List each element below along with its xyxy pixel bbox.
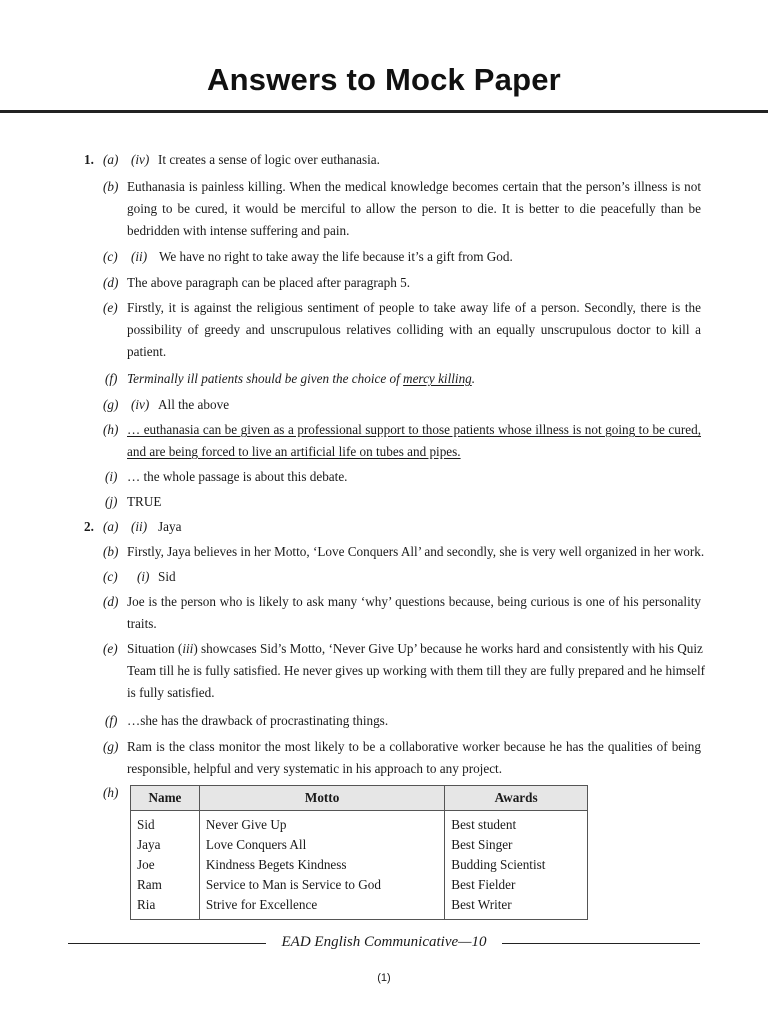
q1-h-label: (h) bbox=[103, 422, 119, 437]
cell-motto: Love Conquers All bbox=[199, 835, 444, 855]
column-header-awards: Awards bbox=[445, 786, 588, 811]
q2-f-label: (f) bbox=[105, 713, 118, 728]
q2-c-answer: Sid bbox=[158, 569, 176, 584]
title-divider bbox=[0, 110, 768, 113]
q1-c-label: (c) bbox=[103, 249, 118, 264]
q1-j-label: (j) bbox=[105, 494, 118, 509]
q2-c-label: (c) bbox=[103, 569, 118, 584]
q2-c-roman: (i) bbox=[137, 569, 150, 584]
table-row bbox=[131, 875, 588, 895]
q1-g-roman: (iv) bbox=[131, 397, 150, 412]
cell-name: Ria bbox=[131, 895, 200, 920]
cell-name: Sid bbox=[131, 811, 200, 836]
q2-g-line-2: responsible, helpful and very systematic in his approach to any project. bbox=[127, 761, 503, 776]
q1-b-label: (b) bbox=[103, 179, 119, 194]
cell-motto: Strive for Excellence bbox=[199, 895, 444, 920]
q1-a-label: (a) bbox=[103, 152, 119, 167]
q2-h-label: (h) bbox=[103, 785, 119, 800]
cell-name: Ram bbox=[131, 875, 200, 895]
q2-d-label: (d) bbox=[103, 594, 119, 609]
q2-e-line-3: is fully satisfied. bbox=[127, 685, 215, 700]
question-2-number: 2. bbox=[84, 519, 94, 534]
cell-award: Budding Scientist bbox=[445, 855, 588, 875]
q2-e-line-1-rest: ) showcases Sid’s Motto, ‘Never Give Up’ because he works hard and consistently with his Quiz bbox=[193, 641, 703, 656]
q1-c-roman: (ii) bbox=[131, 249, 148, 264]
q1-h-line-2: and are being forced to live an artificial life on tubes and pipes. bbox=[127, 444, 461, 459]
cell-award: Best student bbox=[445, 811, 588, 836]
cell-award: Best Fielder bbox=[445, 875, 588, 895]
table-row bbox=[131, 811, 588, 836]
column-header-motto: Motto bbox=[199, 786, 444, 811]
q2-b-label: (b) bbox=[103, 544, 119, 559]
q1-b-line-2: going to be cured, it would be merciful to allow the person to die. It is better to die peacefully than be bbox=[127, 201, 701, 216]
motto-awards-table bbox=[130, 785, 588, 920]
q2-e-label: (e) bbox=[103, 641, 118, 656]
q1-d-label: (d) bbox=[103, 275, 119, 290]
cell-motto: Kindness Begets Kindness bbox=[199, 855, 444, 875]
question-1-number: 1. bbox=[84, 152, 94, 167]
q1-i-answer: … the whole passage is about this debate. bbox=[127, 469, 348, 484]
q2-g-label: (g) bbox=[103, 739, 119, 754]
q1-c-answer: We have no right to take away the life because it’s a gift from God. bbox=[159, 249, 513, 264]
q1-f-label: (f) bbox=[105, 371, 118, 386]
q2-a-roman: (ii) bbox=[131, 519, 148, 534]
q2-f-answer: …she has the drawback of procrastinating things. bbox=[127, 713, 389, 728]
q1-f-answer: Terminally ill patients should be given the choice of mercy killing. bbox=[127, 371, 476, 386]
q1-e-line-3: patient. bbox=[127, 344, 167, 359]
column-header-name: Name bbox=[131, 786, 200, 811]
table-row bbox=[131, 855, 588, 875]
q1-g-answer: All the above bbox=[158, 397, 230, 412]
q2-e-line-1 bbox=[127, 640, 701, 657]
q1-b-line-1: Euthanasia is painless killing. When the medical knowledge becomes certain that the person’s illness is not bbox=[127, 179, 701, 194]
cell-award: Best Singer bbox=[445, 835, 588, 855]
q1-j-answer: TRUE bbox=[127, 494, 162, 509]
q1-f-text: Terminally ill patients should be given the choice of bbox=[127, 371, 400, 386]
page-title: Answers to Mock Paper bbox=[207, 62, 561, 97]
q2-d-line-1: Joe is the person who is likely to ask many ‘why’ questions because, being curious is one of his personality bbox=[127, 594, 701, 609]
q2-e-situation-number: iii bbox=[182, 641, 194, 656]
table-row bbox=[131, 895, 588, 920]
q1-h-line-1: … euthanasia can be given as a professional support to those patients whose illness is not going to be cured, bbox=[127, 422, 701, 437]
cell-motto: Service to Man is Service to God bbox=[199, 875, 444, 895]
page-number: (1) bbox=[377, 972, 391, 984]
q1-d-answer: The above paragraph can be placed after paragraph 5. bbox=[127, 275, 411, 290]
q1-a-answer: It creates a sense of logic over euthanasia. bbox=[158, 152, 380, 167]
q2-a-answer: Jaya bbox=[158, 519, 182, 534]
q2-e-line-2: Team till he is fully satisfied. He never gives up working with them till they are fully prepared and he himself bbox=[127, 663, 706, 678]
q1-e-label: (e) bbox=[103, 300, 118, 315]
q2-g-line-1: Ram is the class monitor the most likely to be a collaborative worker because he has the qualities of being bbox=[127, 739, 701, 754]
q1-e-line-2: possibility of greedy and unscrupulous relatives colliding with an equally unscrupulous doctor to kill a bbox=[127, 322, 701, 337]
cell-name: Joe bbox=[131, 855, 200, 875]
q1-e-line-1: Firstly, it is against the religious sentiment of people to take away life of a person. Secondly, there is the bbox=[127, 300, 701, 315]
q1-f-underlined-phrase: mercy killing bbox=[403, 371, 472, 386]
footer-book-title: EAD English Communicative—10 bbox=[281, 934, 487, 950]
cell-award: Best Writer bbox=[445, 895, 588, 920]
q2-e-line-1-start: Situation ( bbox=[127, 641, 183, 656]
q2-a-label: (a) bbox=[103, 519, 119, 534]
table-header-row bbox=[131, 786, 588, 811]
q1-i-label: (i) bbox=[105, 469, 118, 484]
cell-name: Jaya bbox=[131, 835, 200, 855]
cell-motto: Never Give Up bbox=[199, 811, 444, 836]
q2-b-answer: Firstly, Jaya believes in her Motto, ‘Love Conquers All’ and secondly, she is very well organized in her work. bbox=[127, 544, 705, 559]
q1-b-line-3: bedridden with intense suffering and pain. bbox=[127, 223, 350, 238]
q1-a-roman: (iv) bbox=[131, 152, 150, 167]
q1-g-label: (g) bbox=[103, 397, 119, 412]
q2-d-line-2: traits. bbox=[127, 616, 157, 631]
table-row bbox=[131, 835, 588, 855]
